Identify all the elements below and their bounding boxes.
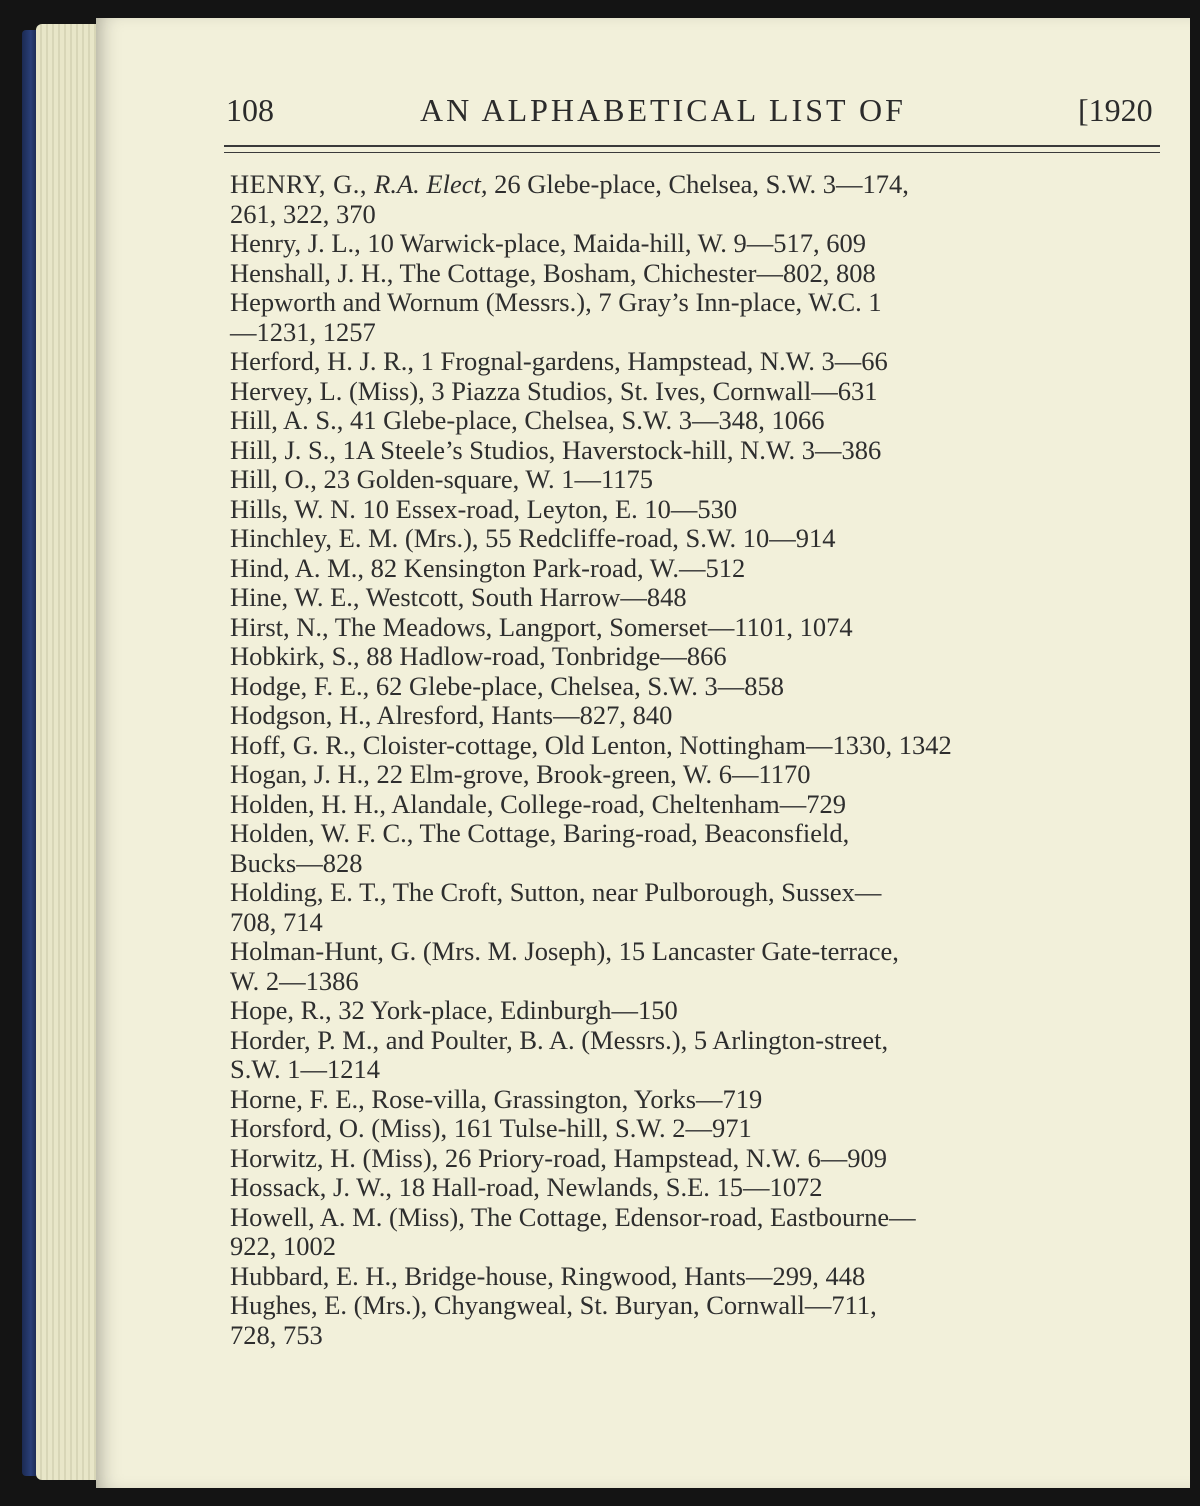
list-entry: Hodge, F. E., 62 Glebe-place, Chelsea, S.W. 3—858 <box>230 670 785 701</box>
list-entry: Horder, P. M., and Poulter, B. A. (Messrs.), 5 Arlington-street, S.W. 1—1214 <box>230 1024 889 1084</box>
list-entry: Hossack, J. W., 18 Hall-road, Newlands, S.E. 15—1072 <box>230 1172 823 1202</box>
list-entry: Holden, W. F. C., The Cottage, Baring-road, Beaconsfield, Bucks—828 <box>230 818 850 878</box>
list-entry: Horsford, O. (Miss), 161 Tulse-hill, S.W. 2—971 <box>230 1113 752 1143</box>
list-entry: Hobkirk, S., 88 Hadlow-road, Tonbridge—866 <box>230 641 727 671</box>
list-entry: Holding, E. T., The Croft, Sutton, near Pulborough, Sussex— 708, 714 <box>230 877 882 937</box>
entry-list <box>230 170 1170 1350</box>
list-entry: Hope, R., 32 York-place, Edinburgh—150 <box>230 995 678 1025</box>
list-entry: Hubbard, E. H., Bridge-house, Ringwood, Hants—299, 448 <box>230 1260 866 1291</box>
list-entry: Horne, F. E., Rose-villa, Grassington, Yorks—719 <box>230 1083 763 1114</box>
list-entry: Horwitz, H. (Miss), 26 Priory-road, Hampstead, N.W. 6—909 <box>230 1142 888 1173</box>
list-entry: Holden, H. H., Alandale, College-road, Cheltenham—729 <box>230 788 846 819</box>
list-entry: Henry, J. L., 10 Warwick-place, Maida-hill, W. 9—517, 609 <box>230 228 866 258</box>
list-entry: Hughes, E. (Mrs.), Chyangweal, St. Buryan, Cornwall—711, 728, 753 <box>230 1290 877 1350</box>
list-entry: HENRY, G., R.A. Elect, 26 Glebe-place, Chelsea, S.W. 3—174, 261, 322, 370 <box>230 169 909 229</box>
header-rule-thin <box>224 152 1160 153</box>
list-entry: Howell, A. M. (Miss), The Cottage, Edensor-road, Eastbourne— 922, 1002 <box>230 1201 916 1261</box>
list-entry: Hill, A. S., 41 Glebe-place, Chelsea, S.W. 3—348, 1066 <box>230 405 825 435</box>
list-entry: Hirst, N., The Meadows, Langport, Somerset—1101, 1074 <box>230 611 853 642</box>
list-entry: Hodgson, H., Alresford, Hants—827, 840 <box>230 700 673 730</box>
list-entry: Herford, H. J. R., 1 Frognal-gardens, Hampstead, N.W. 3—66 <box>230 346 888 376</box>
list-entry: Hinchley, E. M. (Mrs.), 55 Redcliffe-road, S.W. 10—914 <box>230 523 836 553</box>
list-entry: Hine, W. E., Westcott, South Harrow—848 <box>230 582 687 612</box>
list-entry: Hind, A. M., 82 Kensington Park-road, W.—512 <box>230 552 746 583</box>
list-entry: Hoff, G. R., Cloister-cottage, Old Lenton, Nottingham—1330, 1342 <box>230 729 952 760</box>
list-entry: Hill, J. S., 1A Steele’s Studios, Haverstock-hill, N.W. 3—386 <box>230 434 882 465</box>
list-entry: Hepworth and Wornum (Messrs.), 7 Gray’s Inn-place, W.C. 1 —1231, 1257 <box>230 287 882 347</box>
header-rule <box>224 145 1160 147</box>
running-header <box>0 0 1200 150</box>
list-entry: Hogan, J. H., 22 Elm-grove, Brook-green, W. 6—1170 <box>230 759 811 789</box>
list-entry: Henshall, J. H., The Cottage, Bosham, Chichester—802, 808 <box>230 257 876 288</box>
running-title: AN ALPHABETICAL LIST OF <box>420 92 906 128</box>
page-number: 108 <box>226 92 274 128</box>
list-entry: Hills, W. N. 10 Essex-road, Leyton, E. 10—530 <box>230 493 738 524</box>
list-entry: Holman-Hunt, G. (Mrs. M. Joseph), 15 Lancaster Gate-terrace, W. 2—1386 <box>230 936 899 996</box>
list-entry: Hill, O., 23 Golden-square, W. 1—1175 <box>230 464 653 494</box>
running-year: [1920 <box>1078 92 1153 128</box>
list-entry: Hervey, L. (Miss), 3 Piazza Studios, St. Ives, Cornwall—631 <box>230 375 878 406</box>
